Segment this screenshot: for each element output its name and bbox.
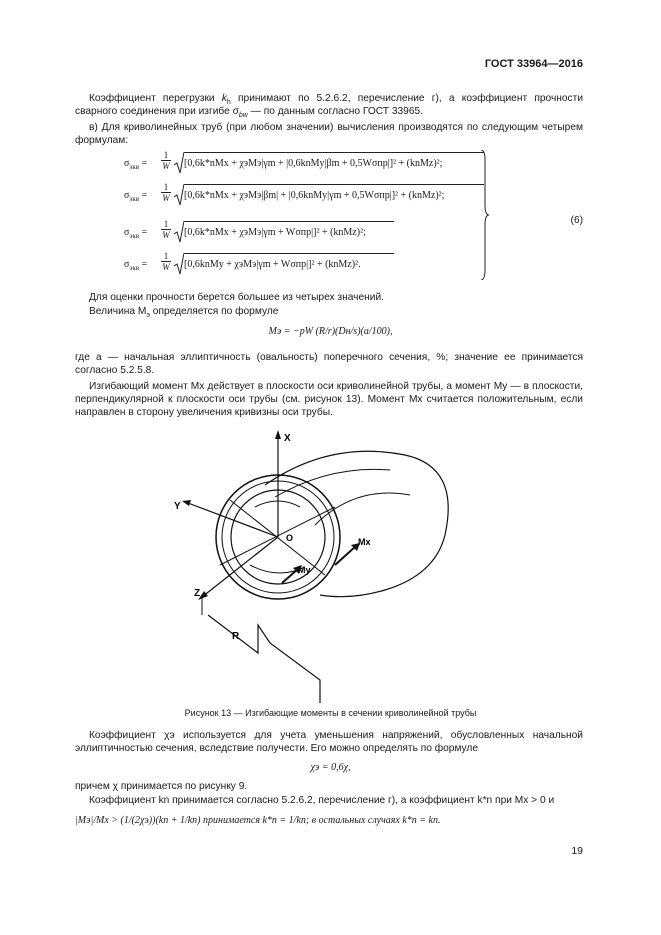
z-axis-label: Z	[194, 588, 201, 599]
equation-number: (6)	[570, 215, 583, 226]
radical-sign	[174, 184, 184, 206]
formula-expr: [0,6k*nMx + χэMэ|γm + |0,6knMy|βm + 0,5Wσпр|]² + (knMz)²;	[184, 152, 484, 177]
paragraph-kn-coefficient: Коэффициент kn принимается согласно 5.2.6.2, перечисление г), а коэффициент k*n при Mx > 0 и	[89, 795, 555, 806]
y-axis	[188, 503, 278, 537]
formula-expr: [0,6k*nMx + χэMэ|γm + Wσпр|]² + (knMz)²;	[184, 221, 394, 246]
formula-lhs: $\sigma_{экв}$ =	[124, 227, 148, 240]
radical-sign	[174, 221, 184, 243]
page-number: 19	[571, 845, 583, 857]
x-axis-arrow	[275, 430, 281, 439]
radical-sign	[174, 152, 184, 174]
formula-lhs: $\sigma_{экв}$ =	[124, 158, 148, 171]
formula-me: Mэ = −pW (R/r)(Dн/s)(a/100),	[268, 326, 393, 337]
formula-expr: [0,6k*nMx + χэMэ|βm| + |0,6knMy|γm + 0,5Wσпр|]² + (knMz)²;	[184, 184, 484, 209]
x-axis-label: X	[284, 433, 291, 444]
paragraph-bending-moment: Изгибающий момент Mx действует в плоскости оси криволинейной трубы, а момент My — в плоскости, перпендикулярной к плоскости оси трубы (см. рисунок 13). Момент Mx считается положительным, если направлен в сторону увеличения кривизны оси трубы.	[75, 381, 583, 418]
formula-expr: [0,6knMy + χэMэ|γm + Wσпр|]² + (knMz)².	[184, 253, 394, 278]
figure-caption: Рисунок 13 — Изгибающие моменты в сечении криволинейной трубы	[184, 708, 477, 718]
formula-lhs: $\sigma_{экв}$ =	[124, 259, 148, 272]
formula-chi: χэ = 0,6χ,	[310, 762, 351, 773]
origin-label: O	[286, 533, 294, 543]
right-brace	[480, 150, 490, 280]
paragraph-chi-figure: причем χ принимается по рисунку 9.	[75, 781, 248, 792]
paragraph-overload-coefficient: Коэффициент перегрузки $k_h$ принимают по 5.2.6.2, перечисление г), а коэффициент прочности сварного соединения при изгибе $\sigma_{bw}$ — по данным согласно ГОСТ 33965.	[75, 93, 584, 120]
y-axis-label: Y	[174, 501, 181, 512]
paragraph-curved-pipes: в) Для криволинейных труб (при любом значении) вычисления производятся по следующим четырем формулам:	[75, 122, 583, 146]
radius-line	[208, 615, 320, 703]
my-label: My	[298, 565, 311, 575]
formula-kn-condition: |Mэ|/Mx > (1/(2χэ))(kn + 1/kn) принимается k*n = 1/kn; в остальных случаях k*n = kn.	[75, 815, 441, 826]
z-axis	[202, 537, 278, 597]
paragraph-ellipticity: где a — начальная эллиптичность (овальность) поперечного сечения, %; значение ее принимается согласно 5.2.5.8.	[75, 352, 583, 376]
formula-lhs: $\sigma_{экв}$ =	[124, 190, 148, 203]
y-axis-arrow	[182, 500, 191, 506]
figure-curved-pipe	[160, 425, 460, 705]
pipe-mid-contour	[315, 493, 410, 525]
mx-label: Mx	[358, 537, 371, 547]
radius-label: R	[232, 631, 240, 642]
standard-header: ГОСТ 33964—2016	[484, 58, 583, 70]
paragraph-larger-value: Для оценки прочности берется большее из четырех значений.	[89, 292, 384, 303]
paragraph-chi-coefficient: Коэффициент χэ используется для учета уменьшения напряжений, обусловленных начальной эллиптичностью сечения, вследствие получести. Его можно определять по формуле	[75, 730, 583, 754]
paragraph-me-definition: Величина $M_э$ определяется по формуле	[89, 306, 279, 320]
radical-sign	[174, 253, 184, 275]
